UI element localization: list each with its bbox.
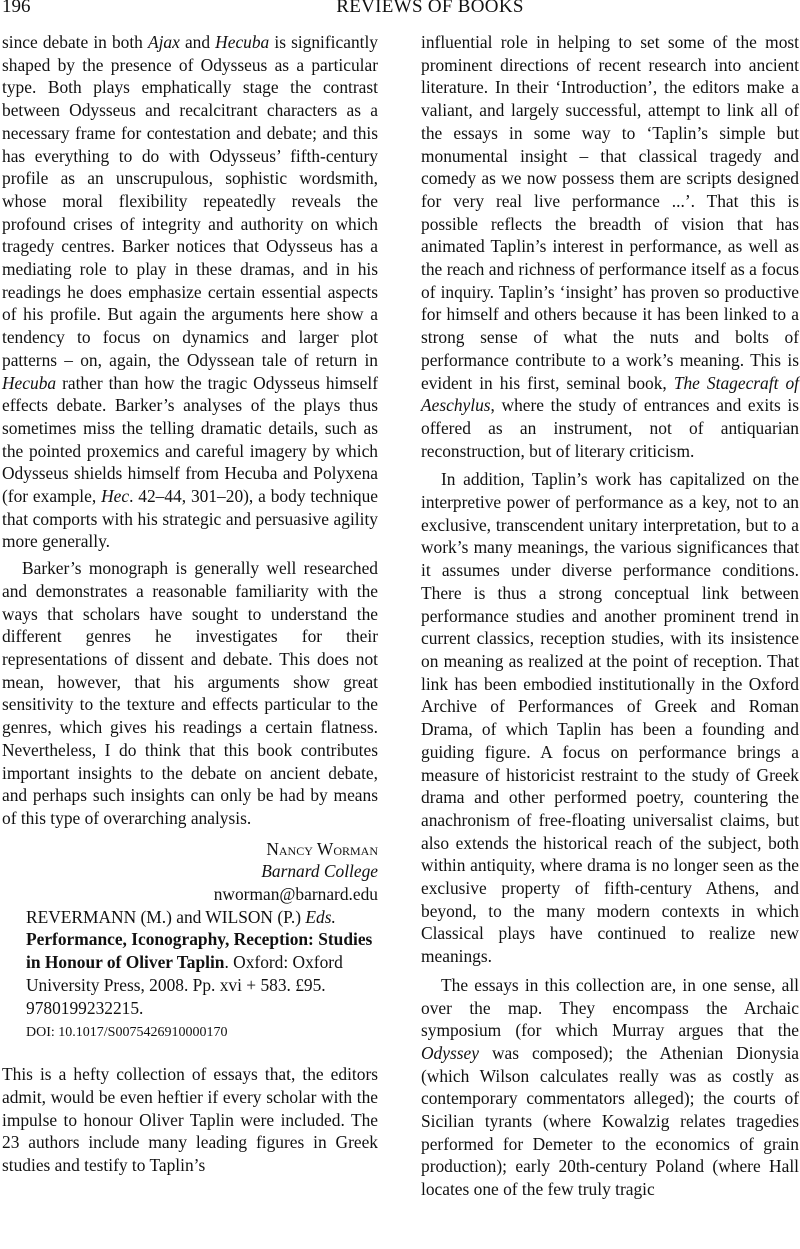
italic-title: The Stagecraft of Aeschylus bbox=[421, 372, 799, 416]
reviewer-institution: Barnard College bbox=[261, 861, 378, 882]
right-paragraph-1 bbox=[421, 31, 799, 462]
book-editors: REVERMANN (M.) and WILSON (P.) bbox=[26, 906, 306, 927]
left-paragraph-2: Barker’s monograph is generally well researched and demonstrates a reasonable familiarity with the ways that scholars have sought to understand the different genres he investigates for their representations of dissent and debate. This does not mean, however, that his arguments show great sensitivity to the texture and effects particular to the genres, which gives his readings a certain flatness. Nevertheless, I do think that this book contributes important insights to the debate on ancient debate, and perhaps such insights can only be had by means of this type of overarching analysis. bbox=[2, 558, 378, 828]
text-run: was composed); the Athenian Dionysia (which Wilson calculates really was as costly as contemporary commentators alleged); the courts of Sicilian tyrants (where Kowalzig relates tragedies performed for Demeter to the economics of grain production); early 20th-century Poland (where Hall locates one of the few truly tragic bbox=[421, 1042, 799, 1200]
text-run: and bbox=[179, 32, 216, 52]
text-run: . 42–44, 301–20), a body technique that comports with his strategic and persuasive agility more generally. bbox=[2, 486, 378, 552]
right-paragraph-3 bbox=[421, 974, 799, 1201]
text-run: , where the study of entrances and exits is offered as an instrument, not of antiquarian reconstruction, but of literary criticism. bbox=[421, 395, 799, 461]
italic-title: Hecuba bbox=[2, 372, 57, 393]
book-eds: Eds. bbox=[305, 906, 336, 927]
reviewer-email: nworman@barnard.edu bbox=[213, 884, 378, 905]
page-number: 196 bbox=[2, 0, 31, 17]
left-paragraph-3: This is a hefty collection of essays that, the editors admit, would be even heftier if every scholar with the impulse to honour Oliver Taplin were included. The 23 authors include many leading figures in Greek studies and testify to Taplin’s bbox=[2, 1064, 378, 1176]
left-column bbox=[2, 31, 378, 1177]
italic-title: Odyssey bbox=[421, 1042, 479, 1063]
book-title: Performance, Iconography, Reception: Studies in Honour of Oliver Taplin bbox=[26, 929, 373, 973]
text-run: influential role in helping to set some of the most prominent directions of recent research into ancient literature. In their ‘Introduction’, the editors make a valiant, and largely successful, attempt to link all of the essays in some way to ‘Taplin’s simple but monumental insight – that classical tragedy and comedy as we now possess them are scripts designed for very real live performance ...’. That this is possible reflects the breadth of vision that has animated Taplin’s interest in performance, as well as the reach and richness of performance itself as a focus of inquiry. Taplin’s ‘insight’ has proven so productive for himself and others because it has been linked to a strong sense of what the nuts and bolts of performance contribute to a work’s meaning. This is evident in his first, seminal book, bbox=[421, 32, 799, 393]
text-run: since debate in both bbox=[2, 32, 148, 52]
book-doi: DOI: 10.1017/S0075426910000170 bbox=[26, 1025, 228, 1041]
reviewer-name: Nancy Worman bbox=[266, 838, 378, 859]
text-run: is significantly shaped by the presence of Odysseus as a particular type. Both plays emphatically stage the contrast between Odysseus and recalcitrant characters as a necessary frame for contestation and debate; and this has everything to do with Odysseus’ fifth-century profile as an unscrupulous, sophistic wordsmith, whose moral flexibility repeatedly reveals the profound crises of integrity and authority on which tragedy centres. Barker notices that Odysseus has a mediating role to play in these dramas, and in his readings he does emphasize certain essential aspects of his profile. But again the arguments here show a tendency to focus on dynamics and larger plot patterns – on, again, the Odyssean tale of return in bbox=[2, 32, 379, 370]
book-citation bbox=[2, 906, 378, 1020]
text-run: rather than how the tragic Odysseus himself effects debate. Barker’s analyses of the plays thus sometimes miss the telling dramatic details, such as the pointed proxemics and careful imagery by which Odysseus shields himself from Hecuba and Polyxena (for example, bbox=[2, 372, 378, 507]
italic-title: Hecuba bbox=[215, 32, 270, 52]
italic-abbrev: Hec bbox=[101, 486, 130, 507]
right-paragraph-2: In addition, Taplin’s work has capitalized on the interpretive power of performance as a key, not to an exclusive, transcendent unitary interpretation, but to a work’s many meanings, the various significances that it assumes under diverse performance conditions. There is thus a strong conceptual link between performance studies and another prominent trend in current classics, reception studies, with its insistence on meaning as realized at the point of reception. That link has been embodied institutionally in the Oxford Archive of Performances of Greek and Roman Drama, of which Taplin has been a founding and guiding figure. A focus on performance brings a measure of historicist restraint to the study of Greek drama and other performed poetry, countering the anachronism of free-floating universalist claims, but also extends the historical reach of the subject, both within antiquity, where drama is no longer seen as the exclusive property of fifth-century Athens, and beyond, to the many modern contexts in which Classical plays have continued to realize new meanings. bbox=[421, 469, 799, 967]
running-head bbox=[0, 0, 800, 19]
right-column bbox=[421, 31, 799, 1201]
book-publication: . Oxford: Oxford University Press, 2008. Pp. xvi + 583. £95. 9780199232215. bbox=[26, 952, 343, 1018]
section-title: REVIEWS OF BOOKS bbox=[336, 0, 524, 17]
italic-title: Ajax bbox=[147, 32, 180, 52]
reviewer-signature bbox=[2, 838, 378, 906]
text-run: The essays in this collection are, in one sense, all over the map. They encompass the Archaic symposium (for which Murray argues that the bbox=[421, 974, 799, 1041]
left-paragraph-1 bbox=[2, 31, 378, 553]
